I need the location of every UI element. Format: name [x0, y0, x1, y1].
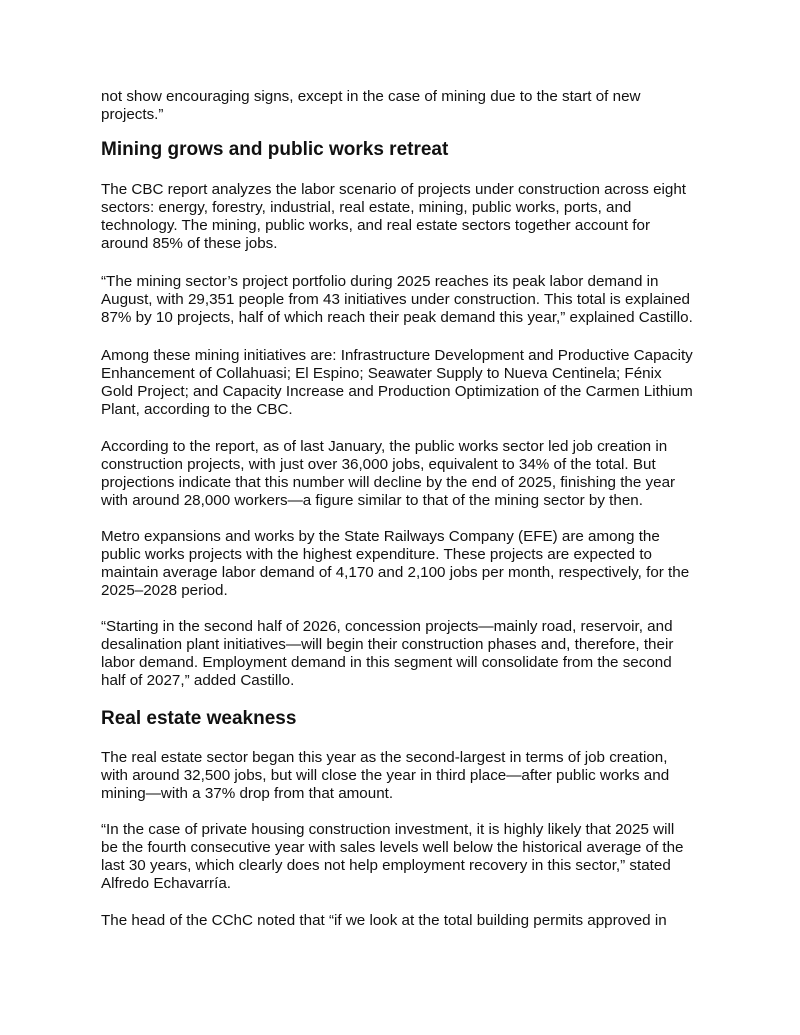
- paragraph-cchc-head: [101, 912, 721, 930]
- text-line: The real estate sector began this year as the second-largest in terms of job creation,: [101, 749, 668, 766]
- text-line: with around 28,000 workers—a figure similar to that of the mining sector by then.: [101, 492, 643, 509]
- text-line: not show encouraging signs, except in the case of mining due to the start of new: [101, 88, 641, 105]
- text-line: Gold Project; and Capacity Increase and Production Optimization of the Carmen Lithium: [101, 383, 693, 400]
- text-line: desalination plant initiatives—will begin their construction phases and, therefore, their: [101, 636, 674, 653]
- text-line: construction projects, with just over 36,000 jobs, equivalent to 34% of the total. But: [101, 456, 656, 473]
- text-line: be the fourth consecutive year with sales levels well below the historical average of the: [101, 839, 684, 856]
- paragraph-mining-quote: [101, 273, 721, 327]
- text-line: around 85% of these jobs.: [101, 235, 278, 252]
- text-line: “In the case of private housing construction investment, it is highly likely that 2025 will: [101, 821, 675, 838]
- text-line: The head of the CChC noted that “if we look at the total building permits approved in: [101, 912, 667, 929]
- paragraph-concessions-quote: [101, 618, 721, 690]
- paragraph-metro-efe: [101, 528, 721, 600]
- text-line: technology. The mining, public works, and real estate sectors together account for: [101, 217, 651, 234]
- text-line: half of 2027,” added Castillo.: [101, 672, 295, 689]
- text-line: labor demand. Employment demand in this segment will consolidate from the second: [101, 654, 672, 671]
- text-line: projects.”: [101, 106, 164, 123]
- text-line: maintain average labor demand of 4,170 and 2,100 jobs per month, respectively, for the: [101, 564, 690, 581]
- text-line: “Starting in the second half of 2026, concession projects—mainly road, reservoir, and: [101, 618, 673, 635]
- text-line: projections indicate that this number will decline by the end of 2025, finishing the year: [101, 474, 676, 491]
- section-heading-real-estate: Real estate weakness: [101, 708, 297, 729]
- text-line: August, with 29,351 people from 43 initiatives under construction. This total is explained: [101, 291, 690, 308]
- section-heading-mining: Mining grows and public works retreat: [101, 139, 449, 160]
- text-line: Metro expansions and works by the State Railways Company (EFE) are among the: [101, 528, 660, 545]
- paragraph-housing-quote: [101, 821, 721, 893]
- text-line: According to the report, as of last January, the public works sector led job creation in: [101, 438, 668, 455]
- paragraph-cbc-report: [101, 181, 721, 253]
- text-line: 2025–2028 period.: [101, 582, 228, 599]
- text-line: public works projects with the highest expenditure. These projects are expected to: [101, 546, 652, 563]
- text-line: Plant, according to the CBC.: [101, 401, 293, 418]
- text-line: “The mining sector’s project portfolio during 2025 reaches its peak labor demand in: [101, 273, 659, 290]
- text-line: mining—with a 37% drop from that amount.: [101, 785, 394, 802]
- text-line: Alfredo Echavarría.: [101, 875, 231, 892]
- text-line: Enhancement of Collahuasi; El Espino; Seawater Supply to Nueva Centinela; Fénix: [101, 365, 662, 382]
- text-line: The CBC report analyzes the labor scenario of projects under construction across eight: [101, 181, 687, 198]
- text-line: with around 32,500 jobs, but will close the year in third place—after public works and: [101, 767, 670, 784]
- paragraph-intro-tail: [101, 88, 721, 124]
- text-line: sectors: energy, forestry, industrial, real estate, mining, public works, ports, and: [101, 199, 632, 216]
- text-line: Among these mining initiatives are: Infrastructure Development and Productive Capacity: [101, 347, 693, 364]
- text-line: 87% by 10 projects, half of which reach their peak demand this year,” explained Castillo.: [101, 309, 693, 326]
- paragraph-real-estate: [101, 749, 721, 803]
- paragraph-public-works: [101, 438, 721, 510]
- text-line: last 30 years, which clearly does not help employment recovery in this sector,” stated: [101, 857, 671, 874]
- paragraph-mining-initiatives: [101, 347, 721, 419]
